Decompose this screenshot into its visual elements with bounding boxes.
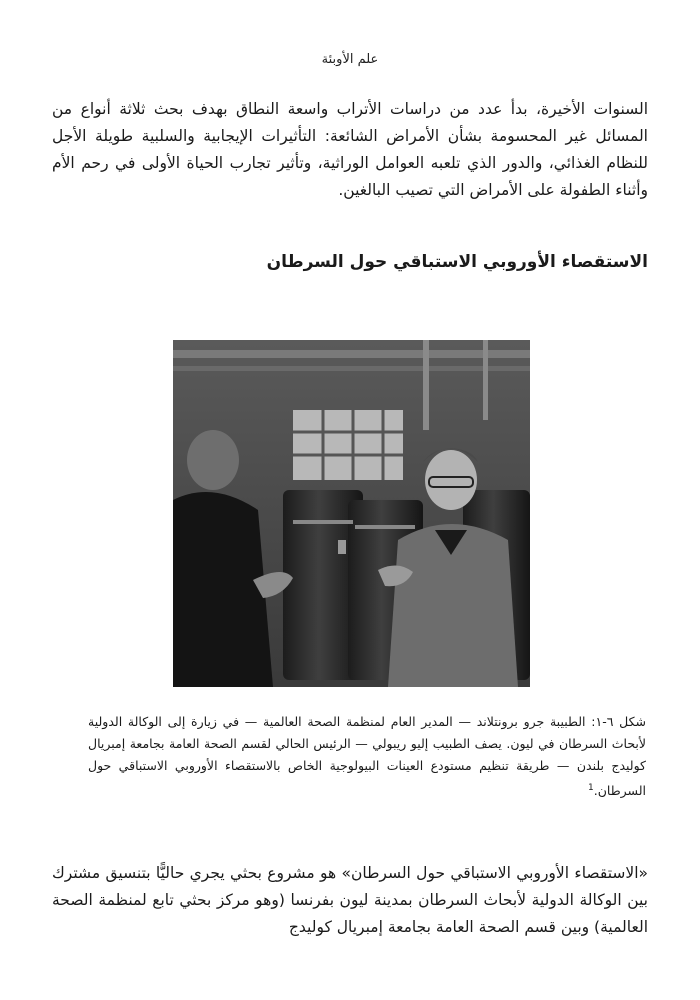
figure-caption	[88, 711, 646, 802]
body-paragraph: «الاستقصاء الأوروبي الاستباقي حول السرطان» هو مشروع بحثي يجري حاليًّا بتنسيق مشترك بين الوكالة الدولية لأبحاث السرطان بمدينة ليون بفرنسا (وهو مركز بحثي تابع لمنظمة الصحة العالمية) وبين قسم الصحة العامة بجامعة إمبريال كوليدج	[52, 864, 648, 936]
figure-photo	[173, 340, 530, 687]
footnote-reference[interactable]: 1	[588, 783, 594, 793]
running-header: علم الأوبئة	[321, 52, 379, 67]
intro-paragraph: السنوات الأخيرة، بدأ عدد من دراسات الأتراب واسعة النطاق بهدف بحث ثلاثة أنواع من المسائل غير المحسومة بشأن الأمراض الشائعة: التأثيرات الإيجابية والسلبية طويلة الأجل للنظام الغذائي، والدور الذي تلعبه العوامل الوراثية، وتأثير تجارب الحياة الأولى في رحم الأم وأثناء الطفولة على الأمراض التي تصيب البالغين.	[52, 100, 648, 199]
section-heading: الاستقصاء الأوروبي الاستباقي حول السرطان	[266, 252, 648, 272]
caption-text: شكل ٦-١: الطبيبة جرو برونتلاند — المدير العام لمنظمة الصحة العالمية — في زيارة إلى الوكالة الدولية لأبحاث السرطان في ليون. يصف الطبيب إليو ريبولي — الرئيس الحالي لقسم الصحة العامة بجامعة إمبريال كوليدج بلندن — طريقة تنظيم مستودع العينات البيولوجية الخاص بالاستقصاء الأوروبي الاستباقي حول السرطان.	[88, 714, 646, 799]
